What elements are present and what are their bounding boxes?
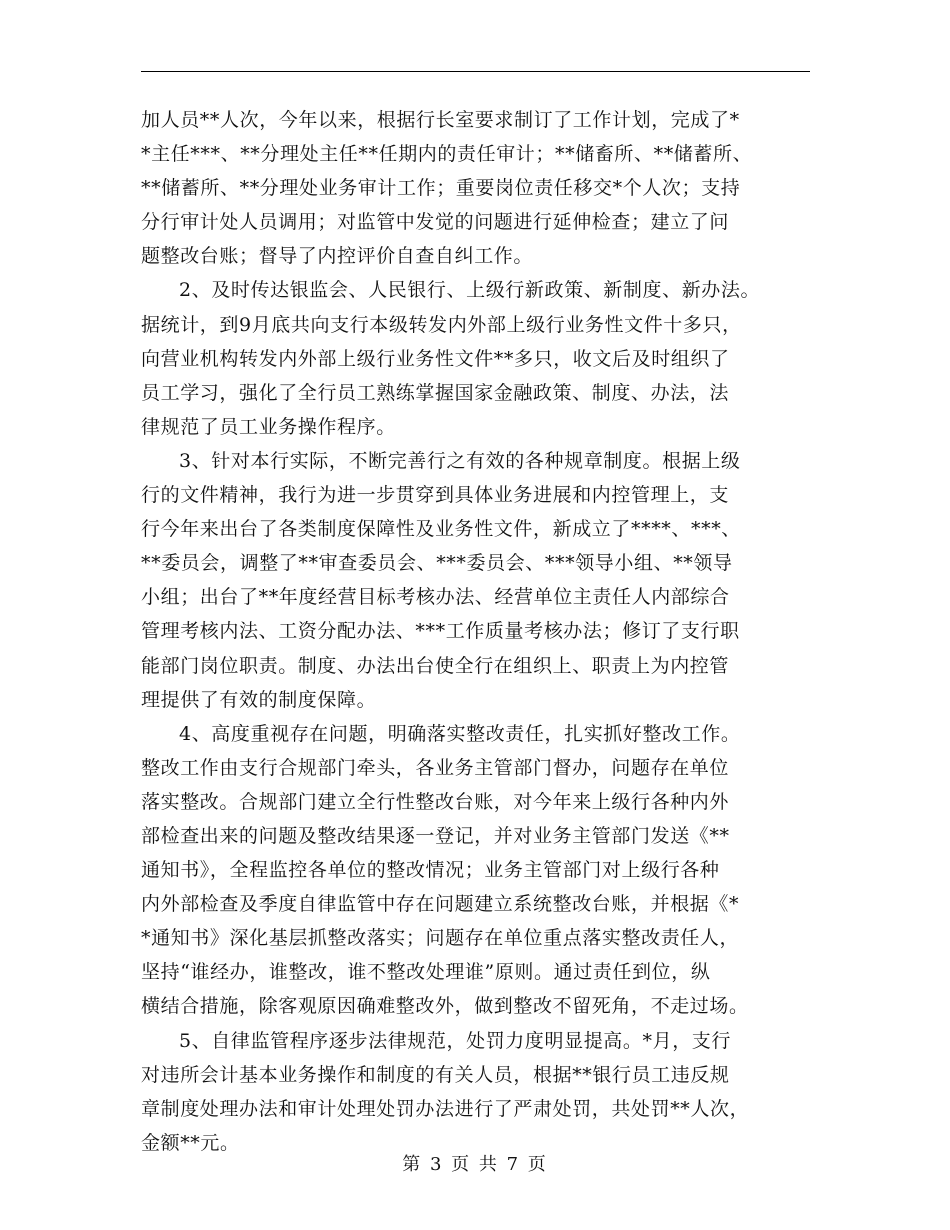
text-line: *主任***、**分理处主任**任期内的责任审计；**储畜所、**储蓄所、 [141, 143, 753, 166]
text-line: 小组；出台了**年度经营目标考核办法、经营单位主责任人内部综合 [141, 586, 730, 609]
text-line: 向营业机构转发内外部上级行业务性文件**多只，收文后及时组织了 [141, 347, 730, 370]
text-line: 横结合措施，除客观原因确难整改外，做到整改不留死角，不走过场。 [141, 995, 749, 1018]
text-line: 整改工作由支行合规部门牵头，各业务主管部门督办，问题存在单位 [141, 756, 730, 779]
text-line: 坚持“谁经办，谁整改，谁不整改处理谁”原则。通过责任到位，纵 [141, 961, 711, 984]
text-line: 2、及时传达银监会、人民银行、上级行新政策、新制度、新办法。 [179, 279, 761, 302]
text-line: 据统计，到9月底共向支行本级转发内外部上级行业务性文件十多只， [141, 313, 742, 336]
text-line: 章制度处理办法和审计处理处罚办法进行了严肃处罚，共处罚**人次， [141, 1097, 750, 1120]
text-line: 员工学习，强化了全行员工熟练掌握国家金融政策、制度、办法，法 [141, 381, 730, 404]
text-line: 5、自律监管程序逐步法律规范，处罚力度明显提高。*月，支行 [179, 1029, 731, 1052]
header-rule [141, 71, 810, 72]
text-line: 能部门岗位职责。制度、办法出台使全行在组织上、职责上为内控管 [141, 654, 730, 677]
page-footer: 第 3 页 共 7 页 [402, 1154, 548, 1175]
text-line: **储蓄所、**分理处业务审计工作；重要岗位责任移交*个人次；支持 [141, 177, 741, 200]
text-line: 行今年来出台了各类制度保障性及业务性文件，新成立了****、***、 [141, 518, 741, 541]
text-line: 分行审计处人员调用；对监管中发觉的问题进行延伸检查；建立了问 [141, 211, 730, 234]
text-line: 理提供了有效的制度保障。 [141, 688, 377, 711]
text-line: 行的文件精神，我行为进一步贯穿到具体业务进展和内控管理上，支 [141, 484, 730, 507]
document-body [141, 103, 831, 1160]
text-line: *通知书》深化基层抓整改落实；问题存在单位重点落实整改责任人， [141, 927, 740, 950]
text-line: 落实整改。合规部门建立全行性整改台账，对今年来上级行各种内外 [141, 790, 730, 813]
text-line: 内外部检查及季度自律监管中存在问题建立系统整改台账，并根据《* [141, 893, 740, 916]
text-line: 律规范了员工业务操作程序。 [141, 415, 396, 438]
text-line: 金额**元。 [141, 1131, 240, 1154]
text-line: **委员会，调整了**审查委员会、***委员会、***领导小组、**领导 [141, 552, 733, 575]
text-line: 部检查出来的问题及整改结果逐一登记，并对业务主管部门发送《** [141, 824, 730, 847]
text-line: 对违所会计基本业务操作和制度的有关人员，根据**银行员工违反规 [141, 1063, 730, 1086]
text-line: 管理考核内法、工资分配办法、***工作质量考核办法；修订了支行职 [141, 620, 740, 643]
text-line: 3、针对本行实际，不断完善行之有效的各种规章制度。根据上级 [179, 449, 741, 472]
text-line: 4、高度重视存在问题，明确落实整改责任，扎实抓好整改工作。 [179, 722, 741, 745]
text-line: 题整改台账；督导了内控评价自查自纠工作。 [141, 245, 534, 268]
text-line: 通知书》，全程监控各单位的整改情况；业务主管部门对上级行各种 [141, 859, 720, 882]
text-line: 加人员**人次，今年以来，根据行长室要求制订了工作计划，完成了* [141, 109, 740, 131]
